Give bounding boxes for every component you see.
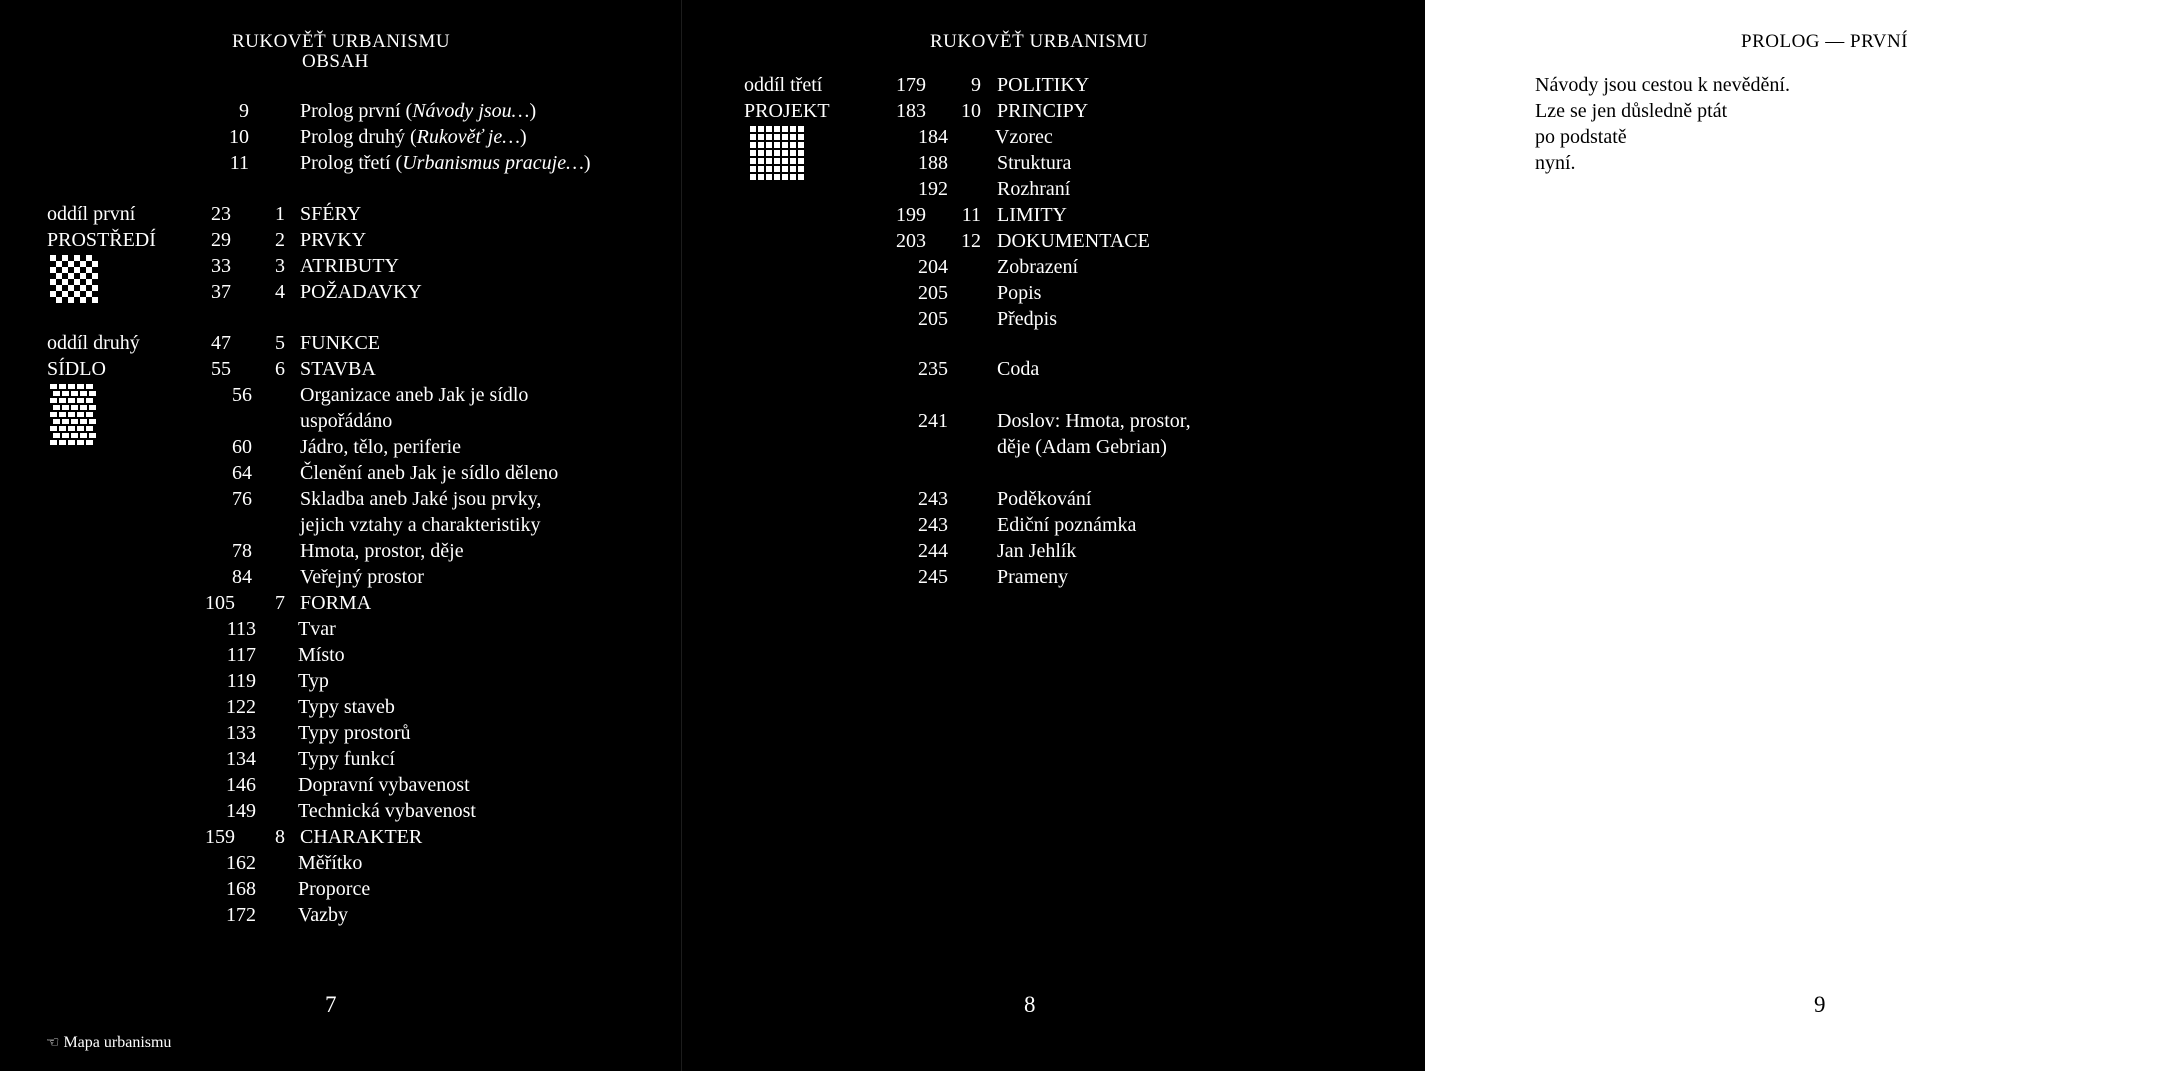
pattern-cell — [53, 391, 60, 396]
chapter-number: 1 — [275, 203, 285, 225]
chapter-title: STAVBA — [300, 358, 376, 380]
map-link-label: Mapa urbanismu — [63, 1033, 172, 1051]
pattern-cell — [77, 398, 84, 403]
toc-page-number: 205 — [918, 282, 948, 304]
pattern-cell — [80, 391, 87, 396]
pattern-cell — [68, 440, 75, 445]
pattern-cell — [86, 398, 93, 403]
pattern-cell — [92, 297, 98, 303]
toc-page-number: 243 — [918, 488, 948, 510]
toc-entry-title: Struktura — [997, 152, 1072, 174]
pattern-cell — [750, 158, 756, 164]
chapter-number: 6 — [275, 358, 285, 380]
pattern-cell — [89, 433, 96, 438]
toc-entry-title: děje (Adam Gebrian) — [997, 436, 1167, 458]
section-3-pattern-icon — [750, 126, 804, 180]
toc-page-number: 60 — [232, 436, 252, 458]
chapter-title: POLITIKY — [997, 74, 1090, 96]
pattern-cell — [89, 405, 96, 410]
prolog-line: Lze se jen důsledně ptát — [1535, 100, 1728, 122]
prolog-line: Návody jsou cestou k nevědění. — [1535, 74, 1790, 96]
contents-heading: OBSAH — [302, 51, 369, 72]
chapter-title: SFÉRY — [300, 203, 362, 225]
pattern-cell — [790, 158, 796, 164]
toc-page-number: 78 — [232, 540, 252, 562]
pattern-cell — [80, 419, 87, 424]
prolog-paren: ) — [583, 152, 591, 174]
toc-entry-title: Tvar — [298, 618, 336, 640]
toc-page-number: 245 — [918, 566, 948, 588]
toc-page-number: 55 — [211, 358, 231, 380]
section-3-name: PROJEKT — [744, 100, 830, 122]
pattern-cell — [774, 150, 780, 156]
section-3-label: oddíl třetí — [744, 74, 823, 96]
toc-page-number: 188 — [918, 152, 948, 174]
pattern-cell — [790, 174, 796, 180]
chapter-number: 11 — [961, 204, 981, 226]
prolog-title: Prolog první ( — [300, 100, 413, 122]
prolog-incipit: Rukověť je… — [416, 126, 521, 148]
toc-entry-title — [300, 150, 591, 176]
toc-page-number: 56 — [232, 384, 252, 406]
pattern-cell — [798, 174, 804, 180]
toc-entry-title: Coda — [997, 358, 1040, 380]
pattern-cell — [758, 142, 764, 148]
toc-page-number: 64 — [232, 462, 252, 484]
pattern-cell — [774, 126, 780, 132]
toc-entry-title: Typy prostorů — [298, 722, 411, 744]
pattern-cell — [766, 166, 772, 172]
toc-page-number: 117 — [226, 644, 256, 666]
pattern-cell — [89, 419, 96, 424]
pattern-cell — [750, 150, 756, 156]
section-2-label: oddíl druhý — [47, 332, 140, 354]
toc-entry-title: Typy staveb — [298, 696, 395, 718]
toc-entry-title: Veřejný prostor — [300, 566, 424, 588]
prolog-incipit: Návody jsou… — [412, 100, 530, 122]
pattern-cell — [62, 391, 69, 396]
pattern-cell — [750, 126, 756, 132]
section-1-name: PROSTŘEDÍ — [47, 229, 156, 251]
toc-page-number: 47 — [211, 332, 231, 354]
toc-entry-title: Ediční poznámka — [997, 514, 1137, 536]
chapter-number: 9 — [971, 74, 981, 96]
toc-page-number: 235 — [918, 358, 948, 380]
pattern-cell — [790, 134, 796, 140]
pattern-cell — [782, 166, 788, 172]
pattern-cell — [782, 174, 788, 180]
pattern-cell — [798, 134, 804, 140]
pattern-cell — [80, 433, 87, 438]
page-8 — [681, 0, 1426, 1071]
pattern-cell — [86, 384, 93, 389]
toc-page-number: 119 — [226, 670, 256, 692]
pattern-cell — [77, 426, 84, 431]
pattern-cell — [798, 166, 804, 172]
toc-entry-title: Zobrazení — [997, 256, 1079, 278]
chapter-title: POŽADAVKY — [300, 281, 422, 303]
pattern-cell — [766, 174, 772, 180]
pattern-cell — [86, 440, 93, 445]
pattern-cell — [798, 126, 804, 132]
prolog-title: Prolog třetí ( — [300, 152, 403, 174]
toc-entry-title: Doslov: Hmota, prostor, — [997, 410, 1191, 432]
pattern-cell — [790, 166, 796, 172]
pattern-cell — [758, 126, 764, 132]
toc-page-number: 84 — [232, 566, 252, 588]
pattern-cell — [50, 412, 57, 417]
toc-page-number: 172 — [226, 904, 256, 926]
running-header: PROLOG — PRVNÍ — [1741, 31, 1908, 52]
chapter-number: 8 — [275, 826, 285, 848]
pattern-cell — [750, 142, 756, 148]
section-2-pattern-icon — [50, 384, 96, 447]
toc-entry-title: Hmota, prostor, děje — [300, 540, 464, 562]
pattern-cell — [50, 440, 57, 445]
pattern-cell — [798, 142, 804, 148]
toc-page-number: 149 — [226, 800, 256, 822]
map-link[interactable] — [46, 1033, 171, 1052]
pattern-cell — [59, 398, 66, 403]
pattern-cell — [53, 419, 60, 424]
pattern-cell — [62, 433, 69, 438]
chapter-number: 2 — [275, 229, 285, 251]
toc-entry-title — [300, 124, 527, 150]
page-number: 8 — [1024, 992, 1036, 1017]
chapter-number: 4 — [275, 281, 285, 303]
pattern-cell — [774, 166, 780, 172]
pattern-cell — [59, 426, 66, 431]
toc-page-number: 243 — [918, 514, 948, 536]
prolog-line: nyní. — [1535, 152, 1576, 174]
toc-entry-title: Vzorec — [995, 126, 1053, 148]
toc-entry-title: Prameny — [997, 566, 1069, 588]
toc-entry-title: uspořádáno — [300, 410, 393, 432]
toc-entry-title: Členění aneb Jak je sídlo děleno — [300, 462, 559, 484]
toc-page-number: 37 — [211, 281, 231, 303]
toc-entry-title: Proporce — [298, 878, 371, 900]
pattern-cell — [71, 433, 78, 438]
pattern-cell — [89, 391, 96, 396]
pattern-cell — [774, 134, 780, 140]
toc-entry-title: Měřítko — [298, 852, 363, 874]
pattern-cell — [766, 150, 772, 156]
toc-entry-title: Dopravní vybavenost — [298, 774, 470, 796]
toc-page-number: 241 — [918, 410, 948, 432]
pattern-cell — [782, 158, 788, 164]
toc-page-number: 105 — [205, 592, 235, 614]
pattern-cell — [80, 405, 87, 410]
section-2-name: SÍDLO — [47, 358, 106, 380]
pattern-cell — [77, 384, 84, 389]
toc-page-number: 133 — [226, 722, 256, 744]
pattern-cell — [790, 126, 796, 132]
pattern-cell — [758, 158, 764, 164]
pattern-cell — [790, 142, 796, 148]
pattern-cell — [50, 426, 57, 431]
prolog-incipit: Urbanismus pracuje… — [402, 152, 584, 174]
toc-entry-title: Jádro, tělo, periferie — [300, 436, 462, 458]
pattern-cell — [86, 412, 93, 417]
toc-page-number: 122 — [226, 696, 256, 718]
toc-page-number: 183 — [896, 100, 926, 122]
pattern-cell — [782, 134, 788, 140]
pattern-cell — [68, 398, 75, 403]
toc-page-number: 205 — [918, 308, 948, 330]
toc-page-number: 76 — [232, 488, 252, 510]
prolog-line: po podstatě — [1535, 126, 1627, 148]
toc-page-number: 11 — [229, 152, 249, 174]
pattern-cell — [62, 405, 69, 410]
page-7 — [0, 0, 680, 1071]
chapter-title: CHARAKTER — [300, 826, 423, 848]
running-header: RUKOVĚŤ URBANISMU — [930, 31, 1149, 52]
pattern-cell — [782, 150, 788, 156]
toc-page-number: 162 — [226, 852, 256, 874]
pattern-cell — [68, 412, 75, 417]
toc-page-number: 113 — [226, 618, 256, 640]
pattern-cell — [790, 150, 796, 156]
pattern-cell — [59, 384, 66, 389]
pointing-hand-icon: ☜ — [46, 1035, 60, 1051]
pattern-cell — [798, 150, 804, 156]
toc-entry-title: Organizace aneb Jak je sídlo — [300, 384, 529, 406]
chapter-title: PRINCIPY — [997, 100, 1089, 122]
pattern-cell — [71, 405, 78, 410]
pattern-cell — [750, 134, 756, 140]
pattern-cell — [59, 412, 66, 417]
toc-entry-title: Poděkování — [997, 488, 1092, 510]
chapter-title: PRVKY — [300, 229, 367, 251]
pattern-cell — [782, 126, 788, 132]
toc-page-number: 184 — [918, 126, 948, 148]
toc-entry-title: Typ — [298, 670, 329, 692]
pattern-cell — [59, 440, 66, 445]
pattern-cell — [774, 142, 780, 148]
toc-page-number: 134 — [226, 748, 256, 770]
toc-page-number: 244 — [918, 540, 948, 562]
toc-page-number: 9 — [239, 100, 249, 122]
chapter-number: 7 — [275, 592, 285, 614]
pattern-cell — [62, 419, 69, 424]
running-header: RUKOVĚŤ URBANISMU — [232, 31, 451, 52]
toc-page-number: 203 — [896, 230, 926, 252]
pattern-cell — [758, 150, 764, 156]
chapter-title: LIMITY — [997, 204, 1067, 226]
chapter-title: DOKUMENTACE — [997, 230, 1150, 252]
toc-entry-title: Předpis — [997, 308, 1057, 330]
chapter-title: FORMA — [300, 592, 372, 614]
pattern-cell — [50, 384, 57, 389]
chapter-number: 10 — [961, 100, 981, 122]
page-number: 7 — [325, 992, 337, 1017]
chapter-number: 5 — [275, 332, 285, 354]
pattern-cell — [766, 142, 772, 148]
pattern-cell — [71, 419, 78, 424]
toc-entry-title: Vazby — [298, 904, 348, 926]
pattern-cell — [53, 433, 60, 438]
pattern-cell — [774, 174, 780, 180]
pattern-cell — [86, 426, 93, 431]
chapter-title: ATRIBUTY — [300, 255, 399, 277]
toc-page-number: 179 — [896, 74, 926, 96]
toc-entry-title: Popis — [997, 282, 1042, 304]
pattern-cell — [71, 391, 78, 396]
toc-page-number: 204 — [918, 256, 948, 278]
toc-page-number: 23 — [211, 203, 231, 225]
toc-entry-title: Technická vybavenost — [298, 800, 476, 822]
pattern-cell — [77, 440, 84, 445]
pattern-cell — [68, 426, 75, 431]
pattern-cell — [77, 412, 84, 417]
pattern-cell — [68, 384, 75, 389]
toc-entry-title: Místo — [298, 644, 345, 666]
toc-entry-title: Rozhraní — [997, 178, 1071, 200]
toc-page-number: 29 — [211, 229, 231, 251]
page-number: 9 — [1814, 992, 1826, 1017]
section-1-pattern-icon — [50, 255, 98, 303]
pattern-cell — [774, 158, 780, 164]
pattern-cell — [758, 134, 764, 140]
pattern-cell — [750, 166, 756, 172]
section-1-label: oddíl první — [47, 203, 136, 225]
chapter-number: 3 — [275, 255, 285, 277]
toc-page-number: 168 — [226, 878, 256, 900]
pattern-cell — [798, 158, 804, 164]
pattern-cell — [758, 166, 764, 172]
toc-page-number: 33 — [211, 255, 231, 277]
pattern-cell — [766, 158, 772, 164]
toc-entry-title — [300, 98, 536, 124]
pattern-cell — [53, 405, 60, 410]
prolog-paren: ) — [529, 100, 537, 122]
pattern-cell — [50, 398, 57, 403]
toc-entry-title: Typy funkcí — [298, 748, 395, 770]
pattern-cell — [766, 126, 772, 132]
toc-page-number: 10 — [229, 126, 249, 148]
pattern-cell — [750, 174, 756, 180]
toc-page-number: 159 — [205, 826, 235, 848]
prolog-paren: ) — [520, 126, 527, 148]
toc-entry-title: Jan Jehlík — [997, 540, 1077, 562]
pattern-cell — [766, 134, 772, 140]
toc-entry-title: Skladba aneb Jaké jsou prvky, — [300, 488, 542, 510]
prolog-title: Prolog druhý ( — [300, 126, 417, 148]
toc-page-number: 192 — [918, 178, 948, 200]
chapter-number: 12 — [961, 230, 981, 252]
chapter-title: FUNKCE — [300, 332, 381, 354]
toc-page-number: 146 — [226, 774, 256, 796]
toc-page-number: 199 — [896, 204, 926, 226]
page-9 — [1425, 0, 2181, 1071]
pattern-cell — [758, 174, 764, 180]
toc-entry-title: jejich vztahy a charakteristiky — [300, 514, 541, 536]
pattern-cell — [782, 142, 788, 148]
